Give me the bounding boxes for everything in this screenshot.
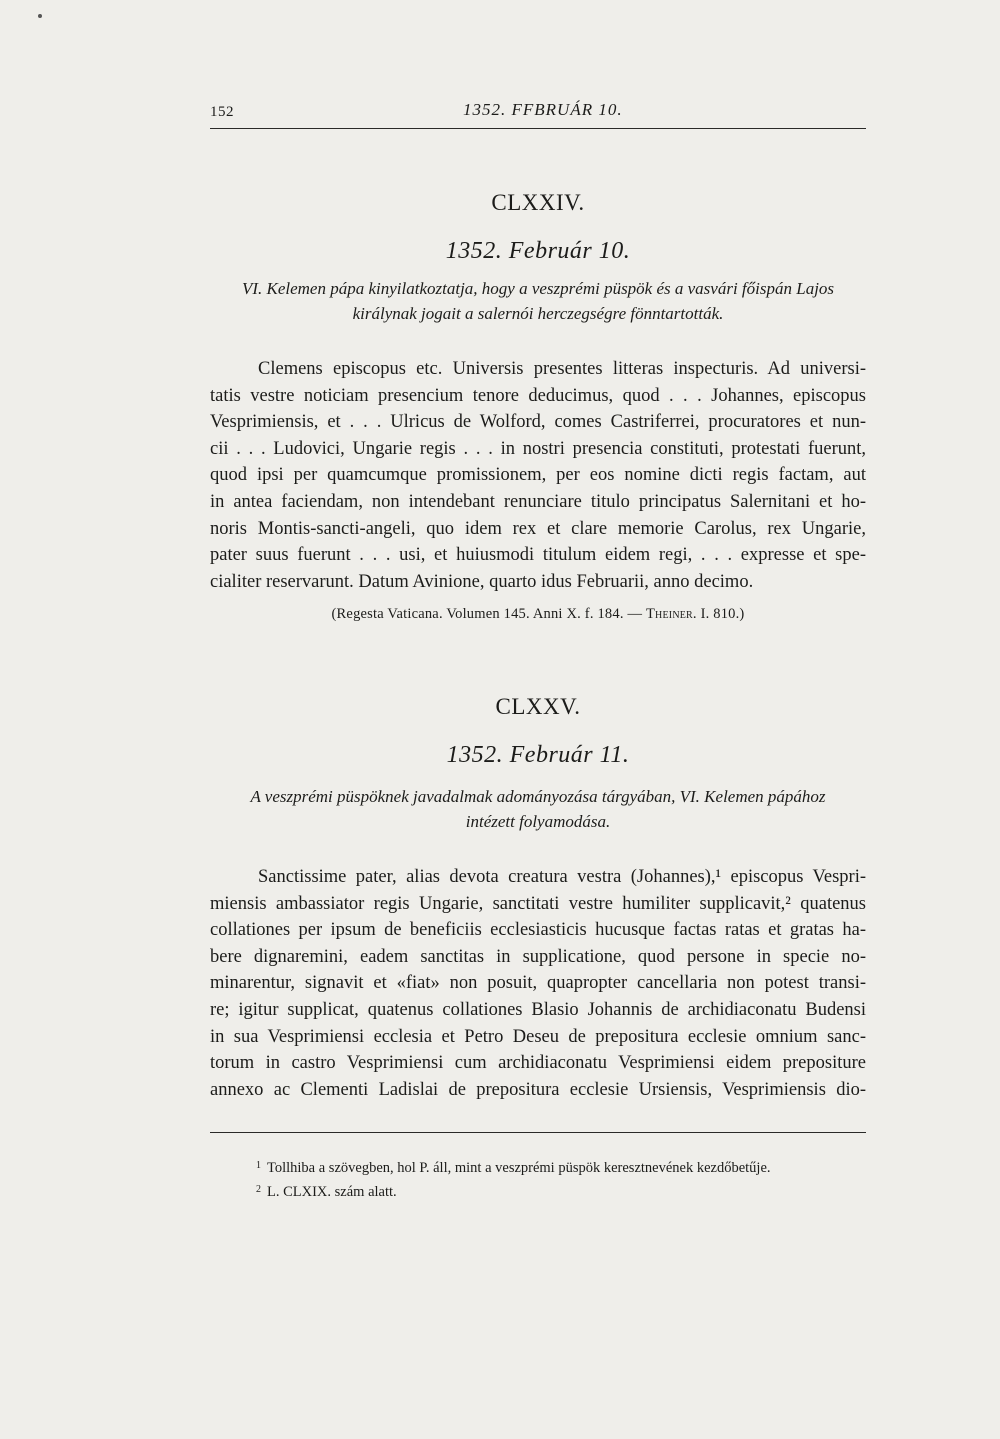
body-line: collationes per ipsum de beneficiis ecclesiasticis hucusque factas ratas et gratas ha- [210,920,866,941]
footnote-mark: 2 [256,1184,261,1195]
footnote-mark: 1 [256,1160,261,1171]
body-line: annexo ac Clementi Ladislai de prepositura ecclesie Ursiensis, Vesprimiensis dio- [210,1079,866,1100]
document-body [210,356,866,595]
source-author: Theiner [646,606,693,622]
body-line: in antea faciendam, non intendebant renunciare titulo principatus Salernitani et ho- [210,491,866,512]
body-line: miensis ambassiator regis Ungarie, sanctitati vestre humiliter supplicavit,² quatenus [210,893,866,914]
footnote [256,1179,871,1203]
source-reference: . I. 810.) [692,606,745,622]
document-date: 1352. Február 11. [446,742,630,768]
summary-line: VI. Kelemen pápa kinyilatkoztatja, hogy a veszprémi püspök és a vasvári főispán Lajos [241,279,835,298]
document-summary [210,276,866,326]
footnote [256,1155,871,1179]
document-summary [210,784,866,834]
footnotes [256,1155,871,1203]
summary-line: intézett folyamodása. [465,812,611,831]
summary-line: A veszprémi püspöknek javadalmak adományozása tárgyában, VI. Kelemen pápához [250,787,826,806]
document-date: 1352. Február 10. [445,238,631,264]
document-number: CLXXV. [495,694,581,719]
body-line: Clemens episcopus etc. Universis presentes litteras inspecturis. Ad universi- [258,359,866,379]
body-line: noris Montis-sancti-angeli, quo idem rex et clare memorie Carolus, rex Ungarie, [210,518,866,539]
footnote-text: L. CLXIX. szám alatt. [267,1184,397,1200]
body-line: cialiter reservarunt. Datum Avinione, quarto idus Februarii, anno decimo. [210,571,754,592]
body-line: in sua Vesprimiensi ecclesia et Petro Deseu de prepositura ecclesie omnium sanc- [210,1026,866,1047]
body-line: re; igitur supplicat, quatenus collationes Blasio Johannis de archidiaconatu Budensi [210,999,866,1020]
body-line: pater suus fuerunt . . . usi, et huiusmodi titulum eidem regi, . . . expresse et spe- [210,545,866,566]
body-line: quod ipsi per quamcumque promissionem, per eos nomine dicti regis factam, aut [210,465,866,486]
print-speck [38,14,42,18]
source-citation [210,606,866,623]
summary-line: királynak jogait a salernói herczegségre fönntartották. [352,304,724,323]
page-header [210,98,866,129]
body-line: tatis vestre noticiam presencium tenore deducimus, quod . . . Johannes, episcopus [210,385,866,406]
body-line: bere dignaremini, eadem sanctitas in supplicatione, quod persone in specie no- [210,946,866,967]
footnote-divider [210,1132,866,1133]
page-number: 152 [210,104,234,120]
document-body [210,864,866,1103]
body-line: minarentur, signavit et «fiat» non posuit, quapropter cancellaria non potest transi- [210,973,866,994]
body-line: torum in castro Vesprimiensi cum archidiaconatu Vesprimiensi eidem prepositure [210,1053,866,1074]
source-text: (Regesta Vaticana. Volumen 145. Anni X. f. 184. — [331,606,646,622]
running-head: 1352. FFBRUÁR 10. [463,100,623,119]
body-line: Sanctissime pater, alias devota creatura vestra (Johannes),¹ episcopus Vespri- [258,867,866,887]
document-number: CLXXIV. [491,190,585,215]
body-line: Vesprimiensis, et . . . Ulricus de Wolford, comes Castriferrei, procuratores et nun- [210,412,866,433]
body-line: cii . . . Ludovici, Ungarie regis . . . in nostri presencia constituti, protestati fuerunt, [210,438,866,459]
footnote-text: Tollhiba a szövegben, hol P. áll, mint a veszprémi püspök keresztnevének kezdőbetűje. [267,1160,771,1176]
